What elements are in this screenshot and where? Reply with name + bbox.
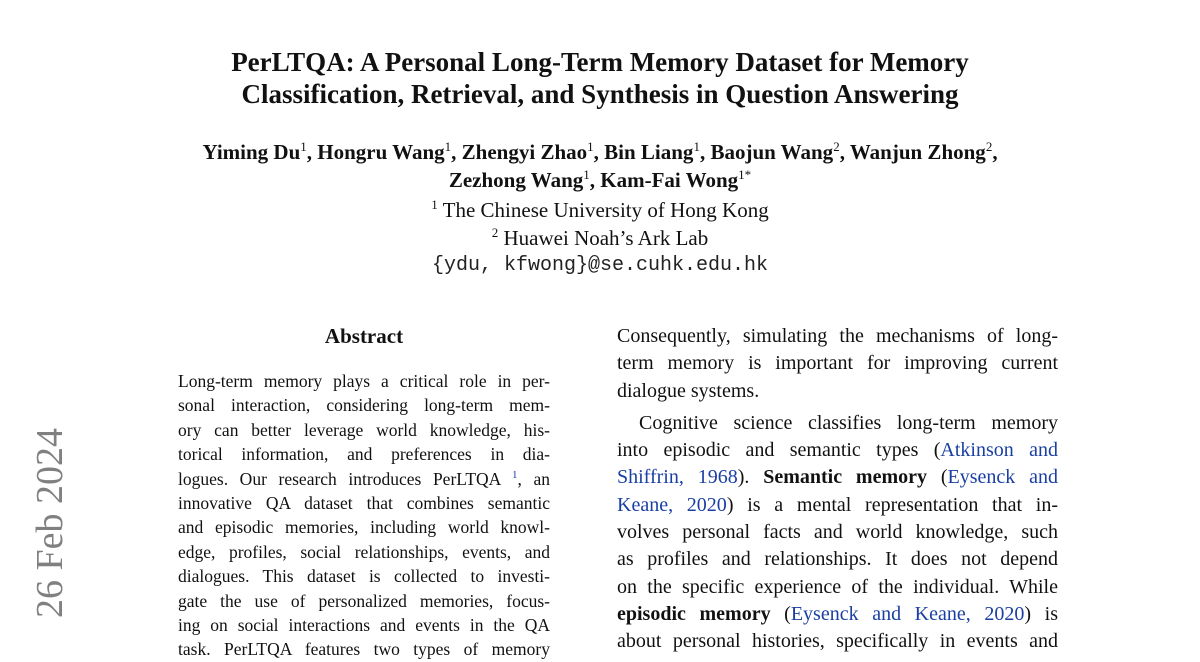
body-line: Consequently, simulating the mechanisms of long- — [617, 325, 1058, 347]
author-affiliation-mark: 2 — [985, 139, 993, 154]
contact-email: {ydu, kfwong}@se.cuhk.edu.hk — [431, 254, 769, 277]
body-text: ( — [927, 466, 948, 489]
body-line: on the specific experience of the individual. While — [617, 575, 1058, 598]
body-line: dialogue systems. — [617, 379, 760, 402]
body-line — [617, 492, 1058, 519]
author-affiliation-mark: 1 — [444, 139, 452, 154]
author-name: Yiming Du — [202, 140, 301, 164]
author-name: Bin Liang — [604, 140, 694, 164]
arxiv-date-text: 26 Feb 2024 — [29, 428, 71, 618]
paper-title — [0, 46, 1200, 110]
abstract-line: task. PerLTQA features two types of memory — [178, 639, 550, 660]
author-affiliation-mark: 1 — [587, 139, 594, 154]
body-line: Cognitive science classifies long-term memory — [639, 411, 1058, 434]
arxiv-date-stamp — [24, 418, 76, 628]
citation-link[interactable]: Atkinson and — [940, 439, 1058, 462]
citation-link[interactable]: Shiffrin, 1968 — [617, 466, 738, 489]
author-name: Wanjun Zhong — [849, 140, 986, 164]
author-affiliation-mark: 1 — [300, 139, 307, 154]
affiliation-name: Huawei Noah’s Ark Lab — [503, 226, 709, 250]
body-line: volves personal facts and world knowledge, such — [617, 521, 1058, 544]
author-name: Zhengyi Zhao — [461, 140, 588, 164]
affiliation-name: The Chinese University of Hong Kong — [442, 198, 769, 222]
abstract-line: and episodic memories, including world knowl- — [178, 517, 550, 538]
abstract-text — [178, 369, 550, 662]
abstract-line: edge, profiles, social relationships, events, and — [178, 541, 550, 562]
abstract-line: innovative QA dataset that combines semantic — [178, 492, 550, 513]
title-line-1: PerLTQA: A Personal Long-Term Memory Dataset for Memory — [231, 47, 969, 77]
body-line: about personal histories, specifically in events and — [617, 630, 1058, 653]
affiliation-number: 1 — [431, 197, 438, 212]
abstract-line: dialogues. This dataset is collected to investi- — [178, 566, 550, 587]
abstract-line: sonal interaction, considering long-term mem- — [178, 395, 550, 416]
abstract-line: torical information, and preferences in dia- — [178, 444, 550, 465]
author-name: Zezhong Wang — [448, 168, 584, 192]
author-name: Kam-Fai Wong — [600, 168, 739, 192]
intro-column — [617, 323, 1058, 656]
abstract-line — [178, 467, 550, 491]
bold-term: Semantic memory — [763, 466, 928, 489]
citation-link[interactable]: Eysenck and — [947, 466, 1058, 489]
citation-link[interactable]: Keane, 2020 — [617, 493, 727, 516]
body-line — [617, 601, 1058, 628]
body-line: as profiles and relationships. It does not depend — [617, 548, 1058, 571]
footnote-link[interactable]: 1 — [511, 468, 518, 481]
abstract-line: ory can better leverage world knowledge, his- — [178, 419, 550, 440]
affiliation-1 — [0, 196, 1200, 224]
body-text: ). — [737, 466, 764, 489]
body-line — [617, 464, 1058, 491]
abstract-line: Long-term memory plays a critical role in per- — [178, 371, 550, 391]
abstract-line: ing on social interactions and events in the QA — [178, 614, 550, 635]
abstract-heading: Abstract — [324, 324, 404, 348]
abstract-line-text: logues. Our research introduces PerLTQA — [178, 468, 501, 489]
title-line-2: Classification, Retrieval, and Synthesis in Question Answering — [241, 79, 959, 109]
abstract-line-tail: , an — [517, 468, 550, 489]
author-row-1: Yiming Du$^1$, Hongru Wang$^1$, Zhengyi Zhao$^1$, Bin Liang$^1$, Baojun Wang$^2$, Wanjun Zhong$^2$, — [202, 139, 998, 164]
abstract-line: gate the use of personalized memories, focus- — [178, 590, 550, 611]
body-line: term memory is important for improving current — [617, 352, 1058, 375]
affiliation-number: 2 — [491, 225, 499, 240]
author-affiliation-mark: 2 — [833, 139, 840, 154]
author-affiliation-mark: 1 — [693, 139, 700, 154]
body-line — [617, 437, 1058, 464]
bold-term: episodic memory — [617, 602, 771, 625]
body-text: ) is — [1024, 602, 1058, 625]
author-row-2: Zezhong Wang$^1$, Kam-Fai Wong$^{1*}$ — [448, 167, 752, 192]
body-text: ) is a mental representation that in- — [726, 493, 1058, 516]
affiliations — [0, 196, 1200, 280]
author-list — [0, 138, 1200, 194]
author-name: Baojun Wang — [710, 140, 834, 164]
body-text: ( — [770, 602, 791, 625]
citation-link[interactable]: Eysenck and Keane, 2020 — [790, 602, 1025, 625]
author-affiliation-mark: 1* — [738, 167, 752, 182]
author-name: Hongru Wang — [317, 140, 445, 164]
affiliation-2 — [0, 224, 1200, 252]
author-affiliation-mark: 1 — [583, 167, 590, 182]
body-text: into episodic and semantic types ( — [617, 439, 941, 462]
